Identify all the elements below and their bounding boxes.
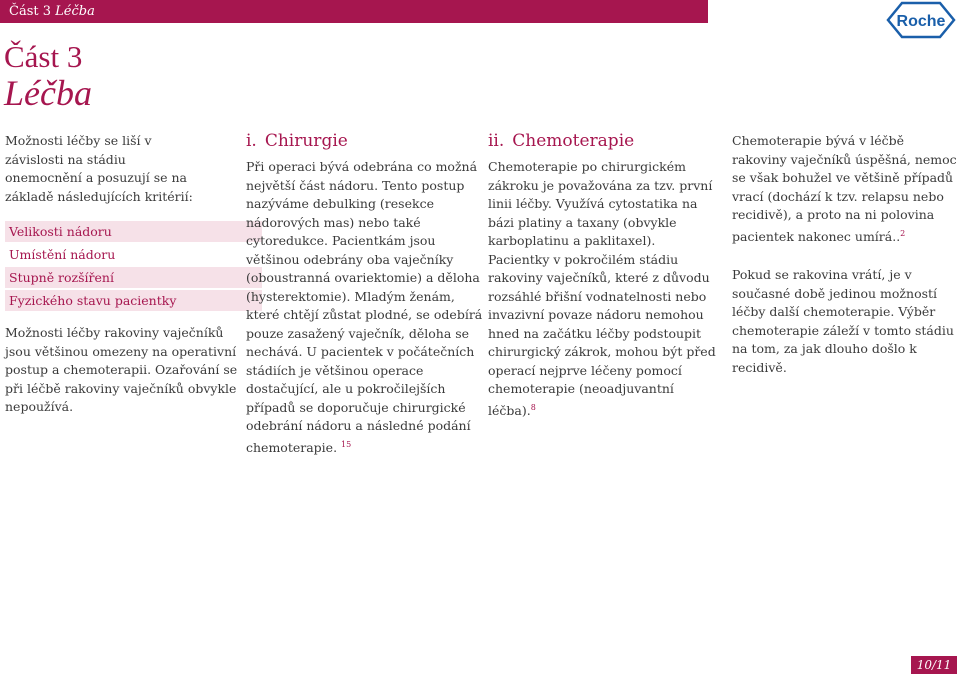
treatment-options-text: Možnosti léčby rakoviny vaječníků jsou většinou omezeny na operativní postup a chemoterapii. Ozařování se při léčbě rakoviny vaječníků obvykle nepoužívá. [5, 325, 238, 414]
header-part: Část 3 [9, 4, 51, 19]
title-line1: Část 3 [4, 39, 83, 74]
page-title [4, 38, 92, 112]
criteria-item: Velikosti nádoru [5, 221, 262, 242]
chemo-title: Chemoterapie [512, 131, 635, 151]
criteria-item: Umístění nádoru [5, 244, 262, 265]
chemo-number: ii. [488, 131, 505, 151]
intro-column [5, 132, 238, 417]
surgery-text: Při operaci bývá odebrána co možná největší část nádoru. Tento postup nazýváme debulking (resekce nádorových mas) nebo také cytoredukce. Pacientkám jsou většinou odebrány oba vaječníky (oboustranná ovariektomie) a děloha (hysterektomie). Mladým ženám, které chtějí zůstat plodné, se odebírá pouze zasažený vaječník, děloha se nechává. U pacientek v počátečních stádiích je většinou operace dostačující, ale u pokročilejších případů se doporučuje chirurgické odebrání nádoru a následné podání chemoterapie. $^{15}$ [246, 159, 483, 455]
relapse-text: Chemoterapie bývá v léčbě rakoviny vaječníků úspěšná, nemoc se však bohužel ve většině případů vrací (dochází k tzv. relapsu nebo recidivě), a proto na ni polovina pacientek nakonec umírá..$^2$ [732, 133, 957, 244]
criteria-item: Fyzického stavu pacientky [5, 290, 262, 311]
header-title: Léčba [55, 4, 95, 19]
chemo-ref: 8 [530, 402, 536, 412]
relapse-ref: 2 [900, 228, 906, 238]
surgery-title: Chirurgie [264, 131, 348, 151]
relapse-column [732, 132, 957, 377]
page-number: 10/11 [911, 656, 957, 674]
criteria-item: Stupně rozšíření [5, 267, 262, 288]
surgery-number: i. [246, 131, 257, 151]
surgery-column [246, 130, 486, 457]
chemo-column [488, 130, 718, 420]
header-bar [0, 0, 708, 23]
surgery-heading [246, 130, 486, 152]
chemo-heading [488, 130, 718, 152]
recurrence-text: Pokud se rakovina vrátí, je v současné době jedinou možností léčby další chemoterapie. Výběr chemoterapie záleží v tomto stádiu na tom, za jak dlouho došlo k recidivě. [732, 267, 954, 375]
surgery-ref: 15 [341, 439, 352, 449]
criteria-list [5, 221, 205, 311]
title-line2: Léčba [4, 73, 92, 113]
chemo-text: Chemoterapie po chirurgickém zákroku je považována za tzv. první linii léčby. Využívá cytostatika na bázi platiny a taxany (obvykle karboplatinu a paklitaxel). Pacientky v pokročilém stádiu rakoviny vaječníků, které z důvodu rozsáhlé břišní vodnatelnosti nebo invazivní povaze nádoru nemohou hned na začátku léčby podstoupit chirurgický zákrok, mohou být před operací nejprve léčeny pomocí chemoterapie (neoadjuvantní léčba).$^8$ [488, 159, 716, 418]
intro-text: Možnosti léčby se liší v závislosti na stádiu onemocnění a posuzují se na základě následujících kritérií: [5, 133, 193, 204]
roche-logo [886, 1, 956, 43]
logo-text: Roche [896, 13, 946, 30]
